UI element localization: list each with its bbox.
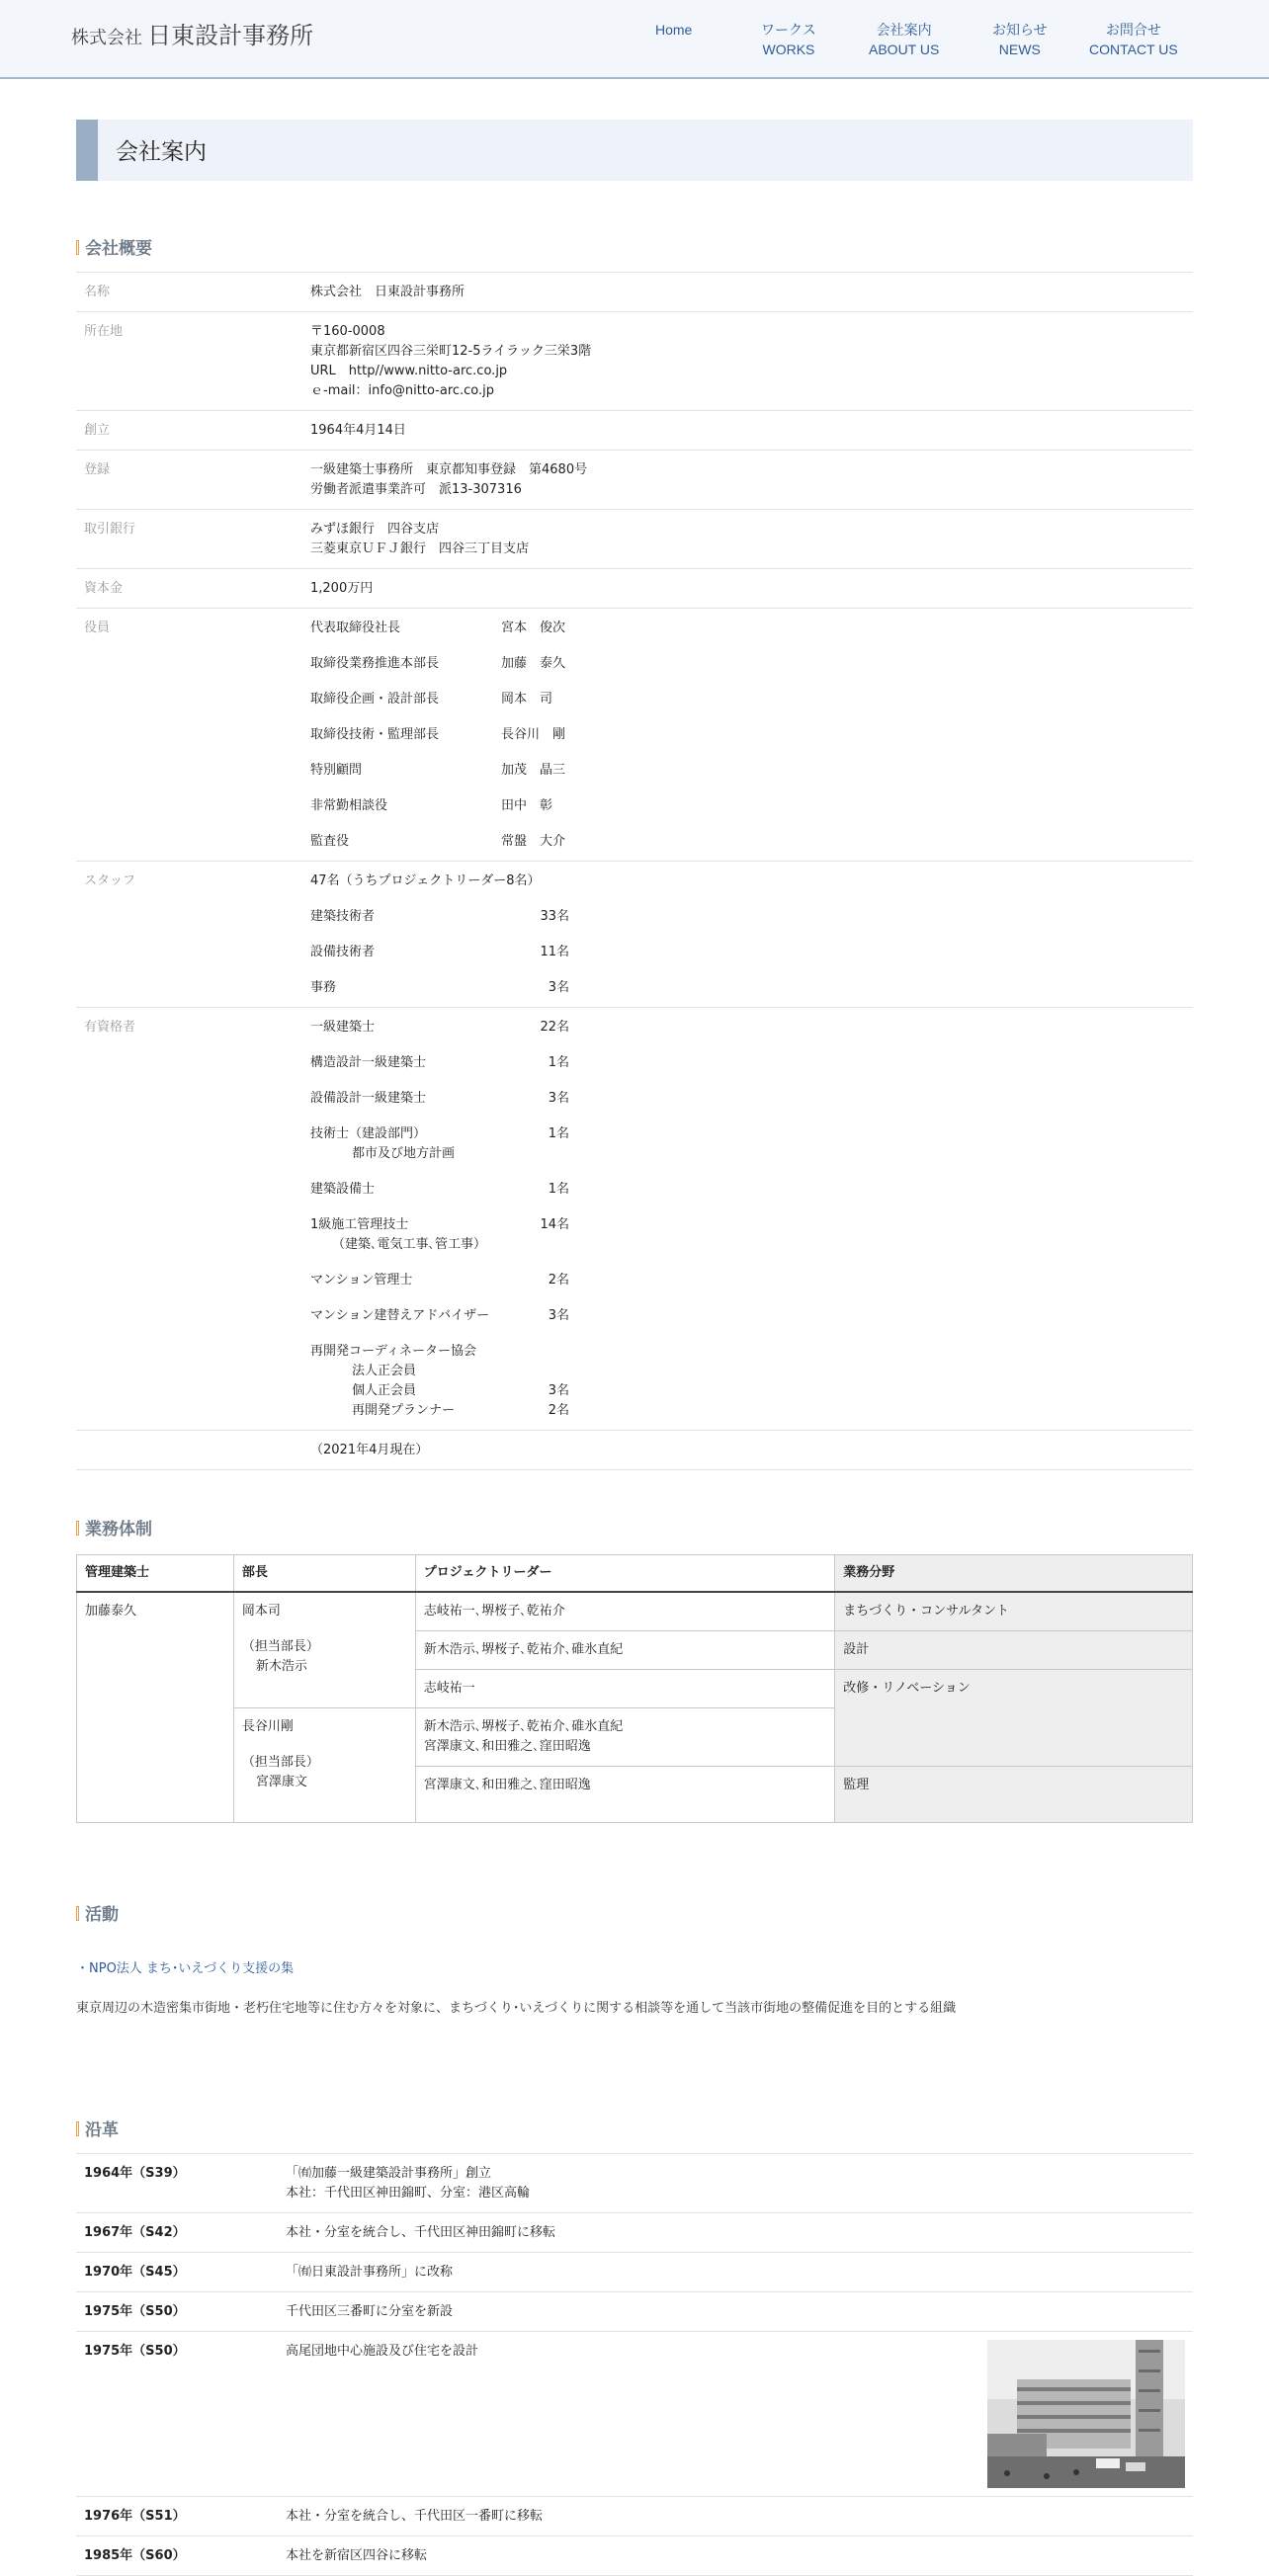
- history-text: 本社・分室を統合し、千代田区一番町に移転: [286, 2509, 544, 2524]
- history-heading-text: 沿革: [85, 2120, 119, 2140]
- logo-corp: 株式会社: [71, 28, 142, 48]
- row-value: [310, 619, 1193, 852]
- qualification-item: [310, 1053, 569, 1073]
- history-year: 1975年（S50）: [84, 2344, 186, 2359]
- staff-item: [310, 907, 569, 927]
- row-value: [310, 520, 1193, 559]
- page-title-accent-bar: [76, 120, 98, 181]
- dept-head-name: 長谷川剛: [241, 1719, 294, 1734]
- qualification-item: [310, 1342, 1193, 1421]
- officer-role: 取締役企画・設計部長: [310, 692, 440, 706]
- bank-line: みずほ銀行 四谷支店: [310, 522, 440, 537]
- history-row: [76, 2497, 1193, 2536]
- org-leaders-cell: 宮澤康文､和田雅之､窪田昭逸: [415, 1767, 835, 1823]
- officer-name: 加茂 晶三: [501, 763, 566, 778]
- history-row: [76, 2253, 1193, 2292]
- dept-sub-label: （担当部長）: [241, 1755, 319, 1770]
- nav-about-label-ja: 会社案内: [876, 22, 932, 38]
- overview-heading-text: 会社概要: [85, 239, 152, 259]
- qualification-name: 1級施工管理技士: [310, 1217, 409, 1232]
- row-label: 所在地: [84, 324, 124, 339]
- org-field-cell: まちづくり・コンサルタント: [835, 1592, 1193, 1631]
- history-year: 1970年（S45）: [84, 2265, 186, 2280]
- history-row: [76, 2536, 1193, 2576]
- overview-row-address: [76, 312, 1193, 411]
- officer-item: [310, 725, 1193, 745]
- officer-item: [310, 761, 1193, 781]
- row-value: [310, 1018, 1193, 1421]
- overview-row-qualifications: [76, 1008, 1193, 1431]
- history-row: [76, 2154, 1193, 2213]
- dept-head-name: 岡本司: [241, 1604, 281, 1619]
- qualification-count: 3名: [548, 1383, 569, 1398]
- row-value: 株式会社 日東設計事務所: [310, 285, 465, 299]
- npo-link[interactable]: ・NPO法人 まち･いえづくり支援の集: [76, 1961, 295, 1976]
- row-label: 登録: [84, 462, 111, 477]
- officer-role: 監査役: [310, 834, 350, 849]
- staff-count: 11名: [540, 945, 569, 959]
- heading-mark-icon: [76, 2121, 79, 2136]
- row-label: 役員: [84, 621, 111, 635]
- row-label: 創立: [84, 423, 111, 438]
- overview-row-name: [76, 273, 1193, 312]
- org-leaders-cell: 志岐祐一､堺桜子､乾祐介: [415, 1592, 835, 1631]
- officer-item: [310, 619, 1193, 638]
- org-col-field: 業務分野: [835, 1555, 1193, 1593]
- staff-item: [310, 943, 569, 962]
- qualification-sub: （建築､電気工事､管工事）: [332, 1237, 487, 1252]
- nav-about-label-en: ABOUT US: [869, 42, 940, 57]
- org-field-cell: 監理: [835, 1767, 1193, 1823]
- history-text: 千代田区三番町に分室を新設: [286, 2304, 454, 2319]
- org-col-leaders: プロジェクトリーダー: [415, 1555, 835, 1593]
- row-label: 資本金: [84, 581, 124, 596]
- qualification-item: [310, 1271, 569, 1290]
- history-row: [76, 2332, 1193, 2497]
- site-logo[interactable]: [71, 16, 313, 50]
- history-text: [286, 2164, 1193, 2203]
- qualification-name: マンション管理士: [310, 1273, 413, 1288]
- row-label: 有資格者: [84, 1020, 136, 1035]
- org-heading: [76, 1515, 152, 1539]
- address-url[interactable]: URL http//www.nitto-arc.co.jp: [310, 364, 508, 378]
- nav-news-label-en: NEWS: [998, 42, 1041, 57]
- nav-home-label: Home: [655, 22, 693, 38]
- row-label-empty: [76, 1441, 310, 1460]
- qualification-name: 技術士（建設部門）: [310, 1126, 427, 1141]
- org-col-manager: 管理建築士: [77, 1555, 234, 1593]
- dept-sub-label: （担当部長）: [241, 1639, 319, 1654]
- page-title: 会社案内: [116, 139, 207, 165]
- bank-line: 三菱東京ＵＦＪ銀行 四谷三丁目支店: [310, 541, 530, 556]
- qualification-sub: 法人正会員: [352, 1364, 417, 1378]
- row-value: 1,200万円: [310, 581, 374, 596]
- logo-name: 日東設計事務所: [147, 22, 314, 49]
- officer-role: 代表取締役社長: [310, 621, 401, 635]
- address-email[interactable]: ｅ-mail：info@nitto-arc.co.jp: [310, 383, 495, 398]
- qualification-count: 3名: [548, 1091, 569, 1106]
- row-value: [310, 322, 1193, 401]
- qualification-count: 1名: [548, 1182, 569, 1197]
- qualification-name: 設備設計一級建築士: [310, 1091, 427, 1106]
- history-year: 1976年（S51）: [84, 2509, 186, 2524]
- nav-contact[interactable]: [1089, 20, 1178, 59]
- page-title-banner: [76, 120, 1193, 181]
- history-year: 1975年（S50）: [84, 2304, 186, 2319]
- address-postal: 〒160-0008: [310, 324, 385, 339]
- staff-kind: 設備技術者: [310, 945, 376, 959]
- officer-name: 長谷川 剛: [501, 727, 566, 742]
- qualification-sub: 都市及び地方計画: [352, 1146, 456, 1161]
- row-value: [310, 460, 1193, 500]
- org-dept2-cell: [233, 1708, 415, 1823]
- overview-row-officers: [76, 609, 1193, 862]
- as-of-date: （2021年4月現在）: [310, 1443, 429, 1457]
- history-list: [76, 2153, 1193, 2576]
- leaders-line: 新木浩示､堺桜子､乾祐介､碓氷直紀: [423, 1719, 624, 1734]
- qualification-item: [310, 1124, 1193, 1164]
- qualification-item: [310, 1306, 569, 1326]
- nav-about[interactable]: [869, 20, 939, 59]
- overview-row-founded: [76, 411, 1193, 451]
- nav-works[interactable]: [761, 20, 816, 59]
- nav-contact-label-en: CONTACT US: [1089, 42, 1178, 57]
- history-row: [76, 2213, 1193, 2253]
- qualification-count: 2名: [548, 1273, 569, 1288]
- heading-mark-icon: [76, 240, 79, 255]
- staff-kind: 事務: [310, 980, 337, 995]
- registration-line: 一級建築士事務所 東京都知事登録 第4680号: [310, 462, 588, 477]
- table-row: [77, 1592, 1193, 1631]
- officer-item: [310, 654, 1193, 674]
- qualification-sub: 個人正会員: [352, 1383, 417, 1398]
- history-row: [76, 2292, 1193, 2332]
- activity-heading: [76, 1900, 119, 1925]
- nav-contact-label-ja: お問合せ: [1105, 22, 1161, 38]
- history-line: 「㈲加藤一級建築設計事務所」創立: [286, 2166, 492, 2181]
- staff-item: [310, 978, 569, 998]
- officer-name: 田中 彰: [501, 798, 553, 813]
- leaders-line: 宮澤康文､和田雅之､窪田昭逸: [423, 1739, 591, 1754]
- qualification-name: マンション建替えアドバイザー: [310, 1308, 490, 1323]
- row-label: 名称: [84, 285, 111, 299]
- qualification-count: 22名: [540, 1020, 569, 1035]
- qualification-count: 2名: [548, 1403, 569, 1418]
- nav-news[interactable]: [992, 20, 1048, 59]
- overview-row-as-of: [76, 1431, 1193, 1470]
- dept-sub-name: 宮澤康文: [255, 1775, 307, 1789]
- org-col-dept-head: 部長: [233, 1555, 415, 1593]
- staff-kind: 建築技術者: [310, 909, 376, 924]
- qualification-count: 1名: [548, 1126, 569, 1141]
- overview-table: [76, 272, 1193, 1470]
- qualification-name: 一級建築士: [310, 1020, 376, 1035]
- overview-row-staff: [76, 862, 1193, 1008]
- overview-row-registration: [76, 451, 1193, 510]
- staff-count: 33名: [540, 909, 569, 924]
- activity-description: 東京周辺の木造密集市街地・老朽住宅地等に住む方々を対象に、まちづくり･いえづくりに関する相談等を通して当該市街地の整備促進を目的とする組織: [76, 2001, 957, 2016]
- org-leaders-cell: 新木浩示､堺桜子､乾祐介､碓氷直紀: [415, 1631, 835, 1670]
- qualification-count: 14名: [540, 1217, 569, 1232]
- nav-news-label-ja: お知らせ: [992, 22, 1048, 38]
- officer-item: [310, 796, 1193, 816]
- history-year: 1964年（S39）: [84, 2166, 186, 2181]
- officer-item: [310, 690, 1193, 709]
- officer-name: 加藤 泰久: [501, 656, 566, 671]
- org-leaders-cell: [415, 1708, 835, 1767]
- staff-count: 3名: [548, 980, 569, 995]
- history-text: 「㈲日東設計事務所」に改称: [286, 2265, 454, 2280]
- officer-role: 取締役業務推進本部長: [310, 656, 440, 671]
- officer-name: 岡本 司: [501, 692, 553, 706]
- overview-heading: [76, 234, 152, 259]
- nav-works-label-en: WORKS: [762, 42, 815, 57]
- dept-sub-name: 新木浩示: [255, 1659, 307, 1674]
- qualification-count: 3名: [548, 1308, 569, 1323]
- officer-role: 非常勤相談役: [310, 798, 388, 813]
- overview-row-bank: [76, 510, 1193, 569]
- heading-mark-icon: [76, 1521, 79, 1536]
- history-year: 1985年（S60）: [84, 2548, 186, 2563]
- officer-item: [310, 832, 1193, 852]
- officer-role: 特別顧問: [310, 763, 363, 778]
- history-text: 高尾団地中心施設及び住宅を設計: [286, 2344, 479, 2359]
- org-header-row: [77, 1555, 1193, 1593]
- history-heading: [76, 2116, 119, 2140]
- qualification-item: [310, 1180, 569, 1200]
- qualification-sub: 再開発プランナー: [352, 1403, 456, 1418]
- qualification-count: 1名: [548, 1055, 569, 1070]
- row-label: 取引銀行: [84, 522, 136, 537]
- officer-role: 取締役技術・監理部長: [310, 727, 440, 742]
- address-street: 東京都新宿区四谷三栄町12-5ライラック三栄3階: [310, 344, 592, 359]
- history-year: 1967年（S42）: [84, 2225, 186, 2240]
- qualification-name: 建築設備士: [310, 1182, 376, 1197]
- registration-line: 労働者派遣事業許可 派13-307316: [310, 482, 522, 497]
- qualification-name: 構造設計一級建築士: [310, 1055, 427, 1070]
- row-value: [310, 872, 1193, 998]
- heading-mark-icon: [76, 1906, 79, 1921]
- row-label: スタッフ: [84, 873, 136, 888]
- officer-name: 常盤 大介: [501, 834, 566, 849]
- building-photo-image: [987, 2340, 1185, 2488]
- qualification-name: 再開発コーディネーター協会: [310, 1344, 476, 1359]
- takao-housing-photo: [987, 2340, 1185, 2488]
- org-table: [76, 1554, 1193, 1823]
- staff-total: [310, 872, 1193, 891]
- org-field-cell: 設計: [835, 1631, 1193, 1670]
- qualification-item: [310, 1089, 569, 1109]
- org-manager-cell: 加藤泰久: [77, 1592, 234, 1823]
- nav-home[interactable]: [655, 20, 692, 40]
- overview-row-capital: [76, 569, 1193, 609]
- nav-works-label-ja: ワークス: [761, 22, 816, 38]
- history-line: 本社：千代田区神田錦町、分室：港区高輪: [286, 2186, 531, 2201]
- activity-heading-text: 活動: [85, 1905, 119, 1925]
- org-leaders-cell: 志岐祐一: [415, 1670, 835, 1708]
- row-value: 1964年4月14日: [310, 423, 406, 438]
- history-text: 本社を新宿区四谷に移転: [286, 2548, 428, 2563]
- officer-name: 宮本 俊次: [501, 621, 566, 635]
- staff-total-text: 47名（うちプロジェクトリーダー8名）: [310, 873, 541, 888]
- qualification-item: [310, 1018, 569, 1038]
- site-header: [0, 0, 1269, 79]
- qualification-item: [310, 1215, 1193, 1255]
- org-field-cell: 改修・リノベーション: [835, 1670, 1193, 1767]
- org-dept1-cell: [233, 1592, 415, 1708]
- org-heading-text: 業務体制: [85, 1520, 152, 1539]
- history-text: 本社・分室を統合し、千代田区神田錦町に移転: [286, 2225, 556, 2240]
